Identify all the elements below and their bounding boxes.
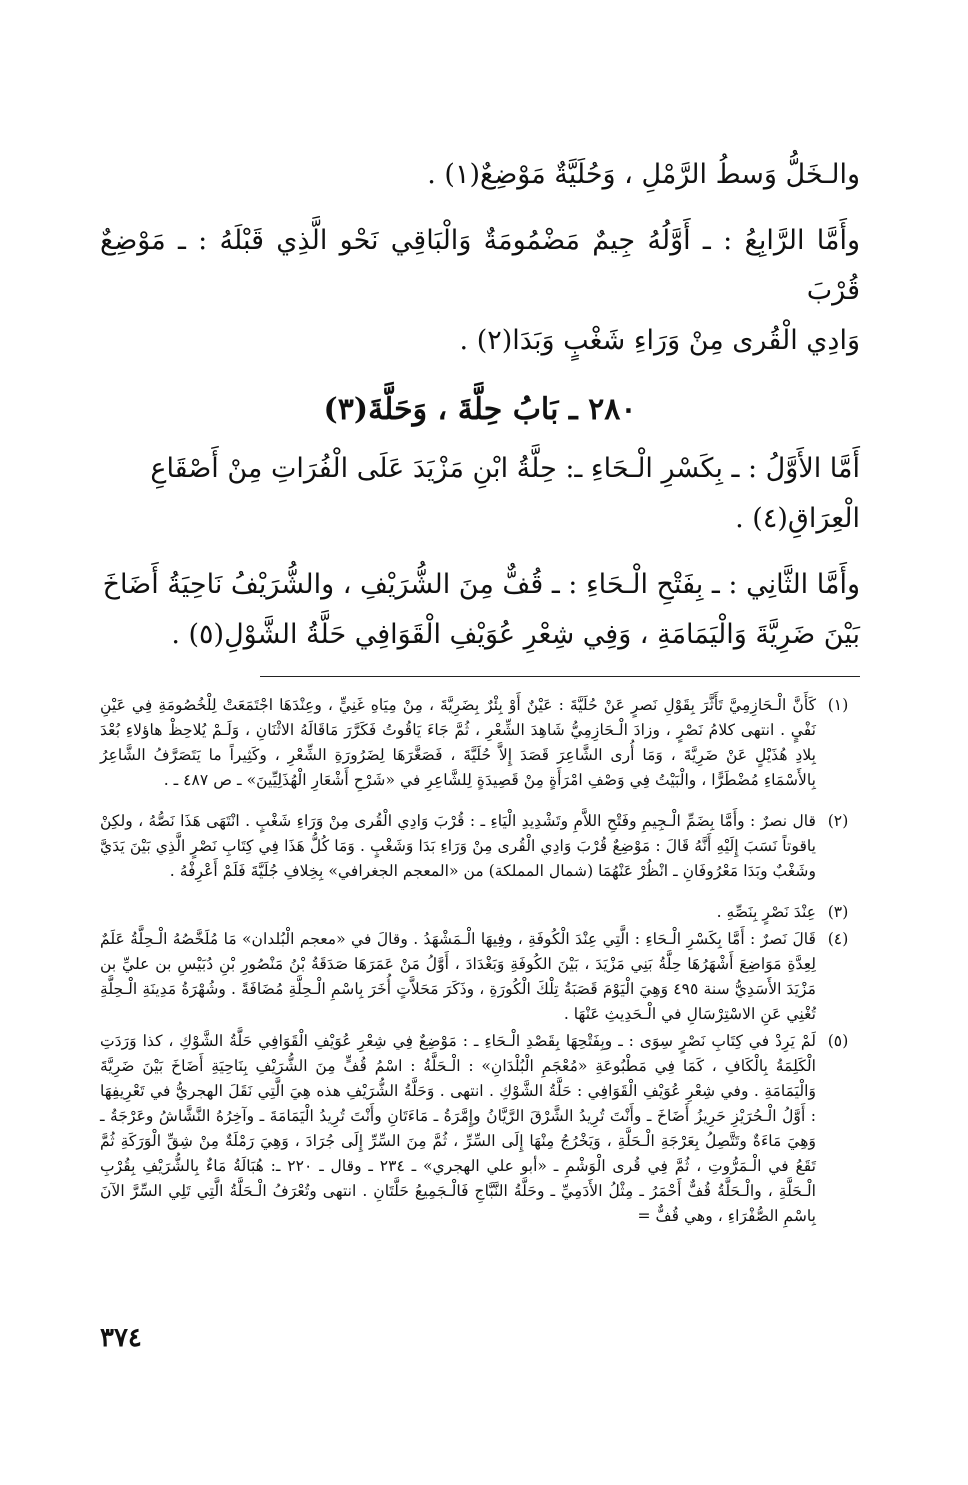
footnote-text: لَمْ يَرِدْ في كِتَابِ نَصْرٍ سِوَى : ـ وبِفَتْحِهَا بِقَصْدِ الْـحَاءِ ـ : مَوْضِعٌ فِي شِعْرِ عُوَيْفِ الْقَوَافِي حَلَّةُ الشَّوْكِ ، كذا وَرَدَتِ الْكَلِمَةُ بِالْكَافِ ، كَمَا فِي مَطْبُوعَةِ «مُعْجَمِ الْبُلْدَانِ» : الْـحَلَّةُ : اسْمُ قُفٍّ مِنَ الشُّرَيْفِ بِنَاحِيَةِ أَضَاخَ بَيْنَ ضَرِيَّةَ وَالْيَمَامَةِ . وفي شِعْرِ عُوَيْفِ الْقَوَافِي : حَلَّةُ الشَّوْكِ . انتهى . وَحَلَّةُ الشُّرَيْفِ هذه هِيَ الَّتِي نَقَلَ الهجريُّ في تَعْرِيفِهَا : أَوَّلُ الْـحُرَيْزِ حَرِيزُ أَضَاخَ ـ وأَنْتَ تُرِيدُ الشَّرْقَ الرَّيَّانُ وإِمَّرَةُ ـ مَاءَتَانِ وأَنْتَ تُرِيدُ الْيَمَامَةَ ـ وآخِرُهُ النَّشَّاشُ وعَرْجَةُ ـ وَهِيَ مَاءَةٌ وتَتَّصِلُ بِعَرْجَةِ الْـحَلَّةِ ، وَيَخْرُجُ مِنْهَا إِلَى السِّرِّ ، ثُمَّ مِنَ السِّرِّ إِلَى جُرَادَ ، وَهِيَ رَمْلَةٌ مِنْ شِقِّ الْوَرَكَةِ ثُمَّ تَقَعُ في الْـمَرُّوتِ ، ثُمَّ فِي قُرى الْوَشْمِ ـ «أبو علي الهجري» ـ ٢٣٤ ـ وقال ـ ٢٢٠ ـ: هُبَالَةُ مَاءٌ بِالشُّرَيْفِ بِقُرْبِ الْـحَلَّةِ ، والْـحَلَّةُ قُفٌّ أَحْمَرُ ـ مِثْلُ الأَدَمِيِّ ـ وحَلَّةُ النَّبَّاجِ فَالْـجَمِيعُ حَلَّتَانِ . انتهى وتُعْرَفُ الْـحَلَّةُ الَّتِي تَلِي السِّرَّ الآنَ بِاسْمِ الصُّفْرَاءِ ، وهي قُفٌّ = xyxy=(100,1032,817,1225)
footnote-separator xyxy=(260,676,860,677)
footnote-text: كَأَنَّ الْـحَازِمِيَّ تَأَثَّرَ بِقَوْلِ نَصرٍ عَنْ حُلَيَّةَ : عَيْنٌ أَوْ بِئْرٌ بِضَرِيَّةَ ، مِنْ مِيَاهِ غَنِيٍّ ، وعِنْدَهَا اجْتَمَعَتْ لِلْخُصُومَةِ فِي عَيْنِ نَفْيٍ . انتهى كلامُ نَصْرٍ ، وزادَ الْـحَازِمِيُّ شَاهِدَ الشِّعْرِ ، ثُمَّ جَاءَ يَاقُوتُ فَكَرَّرَ مَاقَالَهُ الاثْنَانِ ، وَلَـمْ يُلاحِظْ هاؤلاءِ بُعْدَ بِلادِ هُذَيْلٍ عَنْ ضَرِيَّةَ ، وَمَا أُرى الشَّاعِرَ قَصَدَ إِلاَّ حُلَيَّةَ ، فَصَغَّرَهَا لِضَرُورَةِ الشِّعْرِ ، وكَثِيراً ما يَتَصَرَّفُ الشَّاعِرُ بِالأَسْمَاءِ مُضْطَرًّا ، والْبَيْتُ فِي وَصْفِ امْرَأَةٍ مِنْ قَصِيدَةٍ لِلشَّاعِرِ في «شَرْحِ أَشْعَارِ الْهُذَلِيِّينَ» ـ ص ٤٨٧ ـ . xyxy=(100,696,816,789)
footnote-number: (٢) xyxy=(827,812,849,830)
paragraph-1-text: والـخَلُّ وَسطُ الرَّمْلِ ، وَحُلَيَّةٌ مَوْضِعٌ(١) . xyxy=(427,159,860,190)
footnote-4 xyxy=(100,927,860,1027)
footnote-text: عِنْدَ نَصْرٍ بِنَصِّهِ . xyxy=(716,903,816,921)
paragraph-4-line-2: بَيْنَ ضَرِيَّةَ وَالْيَمَامَةِ ، وَفِي شِعْرِ عُوَيْفِ الْقَوَافِي حَلَّةُ الشَّوْلِ(٥) . xyxy=(171,619,860,650)
footnote-1 xyxy=(100,693,860,793)
paragraph-4 xyxy=(100,560,860,660)
footnote-number: (٣) xyxy=(827,903,849,921)
footnote-3 xyxy=(100,900,860,925)
footnote-number: (٥) xyxy=(827,1032,849,1050)
footnote-5 xyxy=(100,1029,860,1229)
paragraph-3-line-2: الْعِرَاقِ(٤) . xyxy=(735,503,860,534)
footnote-text: قَالَ نَصرٌ : أَمَّا بِكَسْرِ الْـحَاءِ : الَّتِي عِنْدَ الْكُوفَةِ ، وفِيهَا الْـمَشْهَدُ . وقالَ في «معجم الْبُلدان» مَا مُلَخَّصُهُ الْـحِلَّةُ عَلَمٌ لِعِدَّةِ مَوَاضِعَ أَشْهَرُهَا حِلَّةُ بَنِي مَزْيَدَ ، بَيْنَ الكُوفَةِ وَبَغْدَادَ ، أَوَّلُ مَنْ عَمَرَهَا صَدَقَةُ بْنُ مَنْصُورِ بْنِ دُبَيْسِ بن عليِّ بن مَزْيَدَ الأَسَدِيُّ سنة ٤٩٥ وَهِيَ الْيَوْمَ قَصَبَةُ تِلْكَ الْكُورَةِ ، وذَكَرَ مَحَلاَّتٍ أُخَرَ بِاسْمِ الْـحِلَّةِ مُضَافَةً . وشُهْرَةُ مَدِينَةِ الْـحِلَّةِ تُغْنِي عَنِ الاسْتِرْسَالِ في الْـحَدِيثِ عَنْهَا . xyxy=(100,930,816,1023)
paragraph-1 xyxy=(100,150,860,200)
footnote-2 xyxy=(100,809,860,884)
paragraph-2-line-2: وَادِي الْقُرى مِنْ وَرَاءِ شَغْبٍ وَبَدَا(٢) . xyxy=(459,325,860,356)
paragraph-3-line-1: أَمَّا الأَوَّلُ : ـ بِكَسْرِ الْـحَاءِ ـ: حِلَّةُ ابْنِ مَزْيَدَ عَلَى الْفُرَاتِ مِنْ أَصْقَاعِ xyxy=(150,453,860,484)
paragraph-2 xyxy=(100,216,860,366)
footnote-number: (١) xyxy=(827,696,849,714)
page-number: ٣٧٤ xyxy=(100,1323,142,1353)
paragraph-4-line-1: وأَمَّا الثَّانِي : ـ بِفَتْحِ الْـحَاءِ : ـ قُفٌّ مِنَ الشُّرَيْفِ ، والشُّرَيْفُ نَاحِيَةُ أَضَاخَ xyxy=(102,569,860,600)
footnote-text: قال نصرٌ : وأَمَّا بِضَمِّ الْـجِيمِ وفَتْحِ اللاَّمِ وتَشْدِيدِ الْيَاءِ ـ : قُرْبَ وَادِي الْقُرى مِنْ وَرَاءِ شَغْبٍ . انْتَهَى هَذَا نَصُّهُ ، ولكِنْ ياقوتاً نَسَبَ إِلَيْهِ أَنَّهُ قَالَ : مَوْضِعٌ قُرْبَ وَادِي الْقُرى مِنْ وَرَاءِ بَدَا وَشَغْبٍ . وَمَا كُلُّ هَذَا فِي كِتَابِ نَصْرٍ الَّذِي بَيْنَ يَدَيَّ وشَغْبٌ وبَدَا مَعْرُوفَانِ ـ انْظُرْ عَنْهُمَا (شمال المملكة) من «المعجم الجغرافي» بِخِلافِ جُلَيَّةَ فَلَمْ أَعْرِفْهُ . xyxy=(100,812,816,880)
section-heading: ٢٨٠ ـ بَابُ حِلَّةَ ، وَحَلَّةَ(٣) xyxy=(323,392,637,427)
footnote-number: (٤) xyxy=(827,930,849,948)
paragraph-3 xyxy=(100,444,860,544)
paragraph-2-line-1: وأَمَّا الرَّابِعُ : ـ أَوَّلُهُ جِيمٌ مَضْمُومَةٌ وَالْبَاقِي نَحْو الَّذِي قَبْلَهُ : ـ مَوْضِعٌ قُرْبَ xyxy=(100,225,860,306)
page-body xyxy=(100,150,860,1245)
